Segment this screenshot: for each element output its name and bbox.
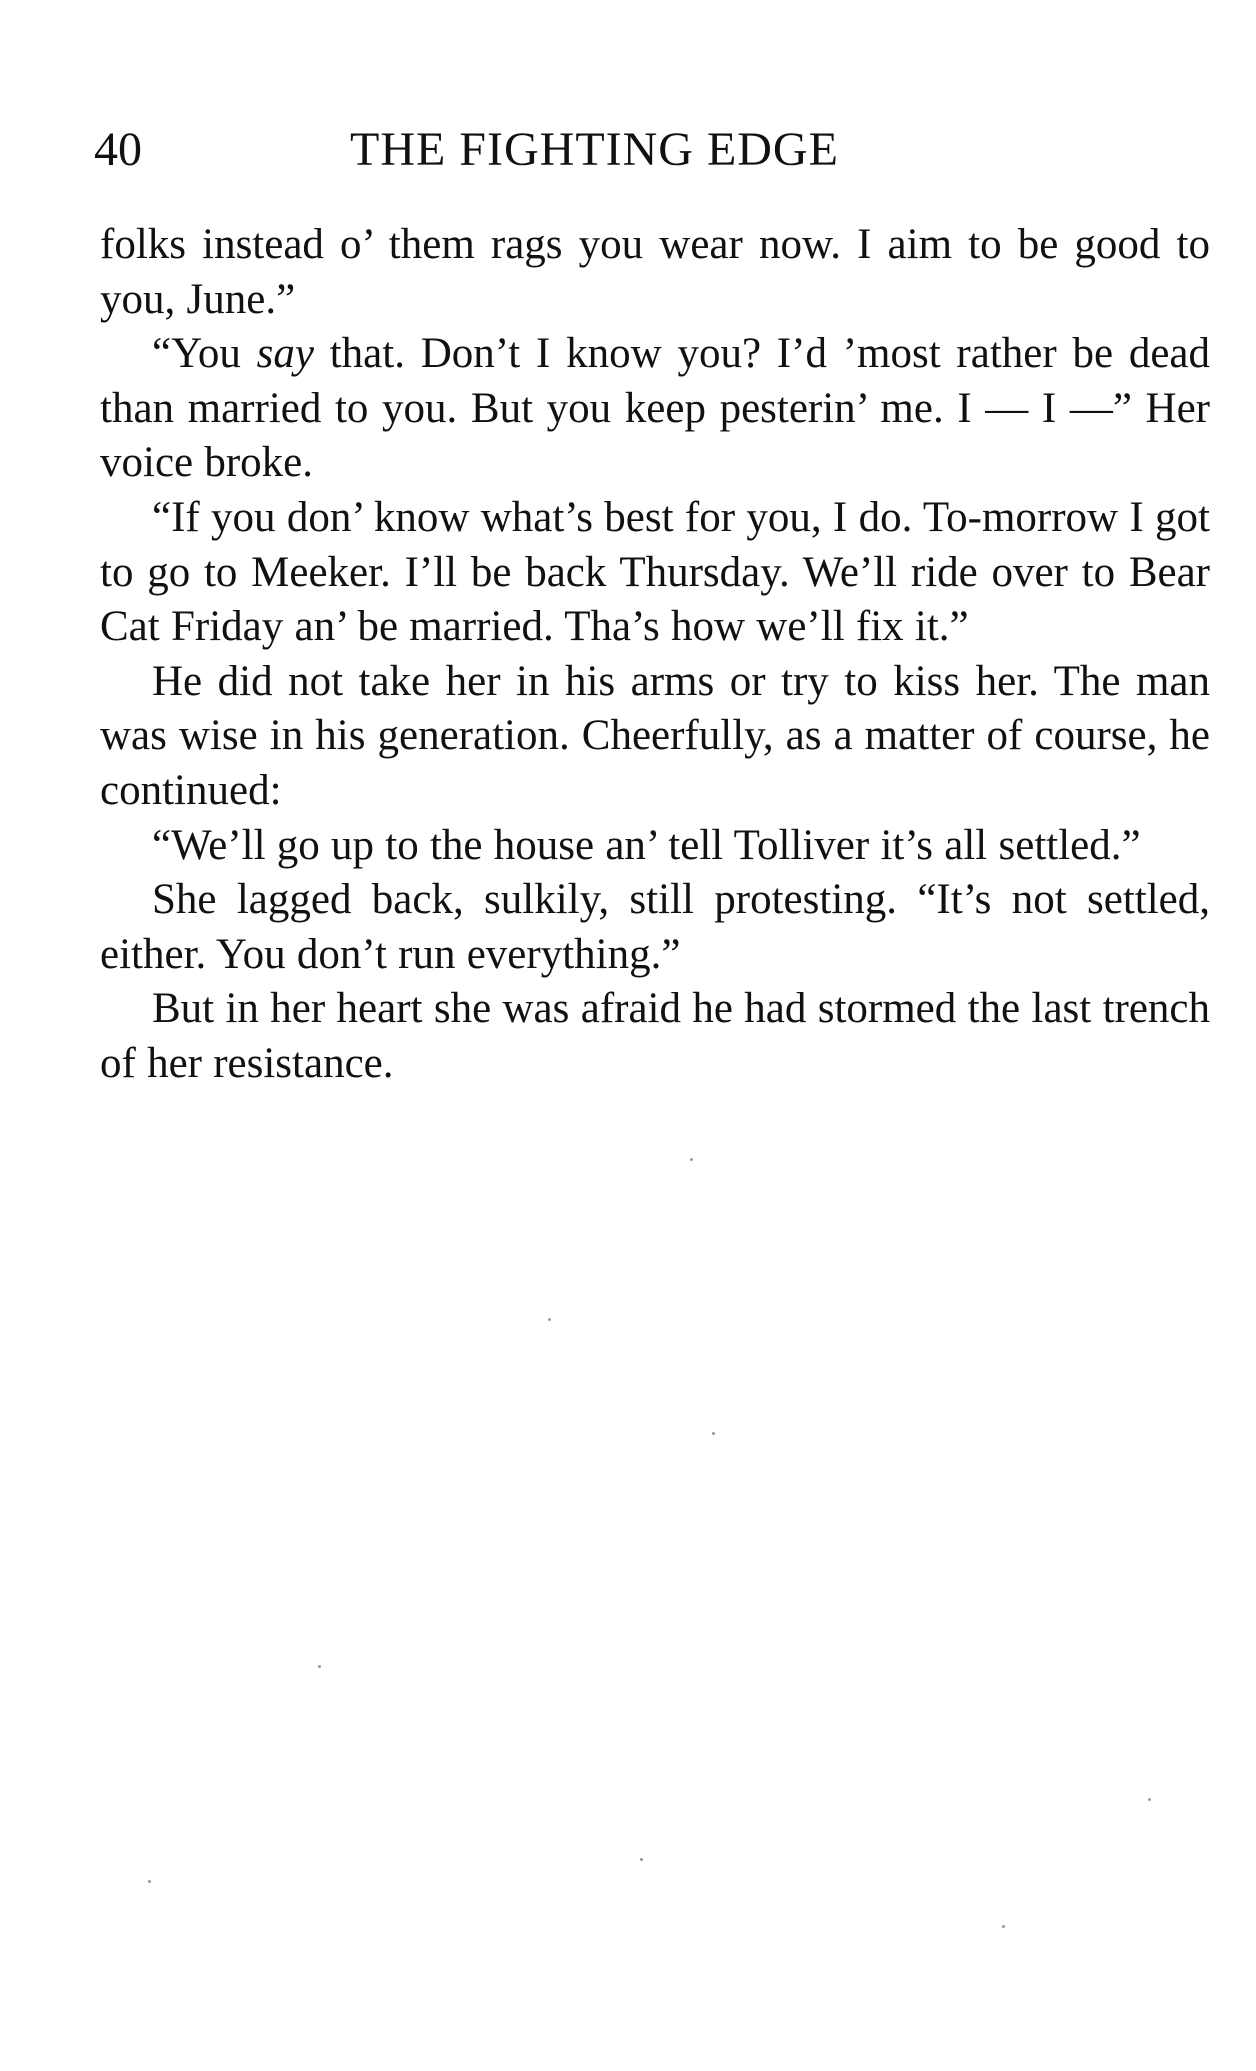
scan-speck	[712, 1432, 715, 1435]
paragraph-text: He did not take her in his arms or try to kiss her. The man was wise in his generation. Cheerfully, as a matter of course, he continued:	[100, 657, 1210, 814]
paragraph	[100, 327, 1210, 491]
paragraph-text: “We’ll go up to the house an’ tell Tolliver it’s all settled.”	[152, 821, 1141, 869]
running-head	[94, 122, 1214, 182]
paragraph	[100, 655, 1210, 819]
paragraph-text: But in her heart she was afraid he had stormed the last trench of her resistance.	[100, 985, 1210, 1087]
paragraph-text: She lagged back, sulkily, still protesting. “It’s not settled, either. You don’t run everything.”	[100, 876, 1210, 978]
emphasis-text: say	[256, 330, 314, 378]
paragraph	[100, 491, 1210, 655]
scan-speck	[548, 1318, 551, 1321]
scan-speck	[690, 1158, 693, 1161]
paragraph	[100, 218, 1210, 327]
scan-speck	[318, 1665, 321, 1668]
paragraph-text: that. Don’t I know you? I’d ’most rather be dead than married to you. But you keep pesterin’ me. I — I —” Her voice broke.	[100, 330, 1210, 487]
paragraph-text: “You	[152, 330, 257, 378]
scan-speck	[148, 1880, 151, 1883]
paragraph	[100, 873, 1210, 982]
running-title: THE FIGHTING EDGE	[350, 123, 839, 176]
scan-speck	[640, 1858, 643, 1861]
paragraph	[100, 982, 1210, 1091]
paragraph-text: “If you don’ know what’s best for you, I do. To-morrow I got to go to Meeker. I’ll be back Thursday. We’ll ride over to Bear Cat Friday an’ be married. Tha’s how we’ll fix it.”	[100, 493, 1210, 651]
scan-speck	[1148, 1798, 1151, 1801]
body-text	[100, 218, 1210, 1092]
paragraph-text: folks instead o’ them rags you wear now. I aim to be good to you, June.”	[100, 221, 1210, 323]
scan-speck	[1002, 1925, 1005, 1928]
page-number: 40	[94, 123, 142, 176]
paragraph	[100, 819, 1210, 874]
